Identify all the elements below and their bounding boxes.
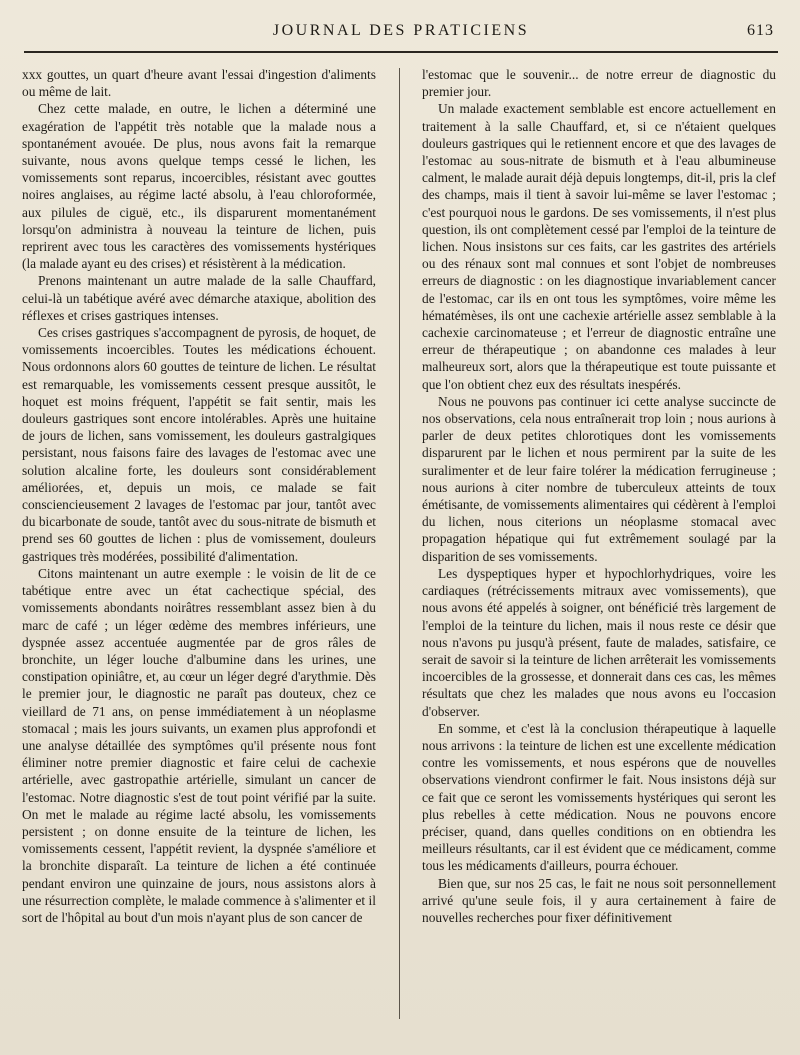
running-head: JOURNAL DES PRATICIENS <box>272 22 530 39</box>
text-columns <box>22 66 776 1019</box>
paragraph: Un malade exactement semblable est encore actuellement en traitement à la salle Chauffard, et, si ce n'étaient quelques douleurs gastriques qui le retiennent encore et que des lavages de l'estomac au sous-nitrate de bismuth et à l'eau albumineuse calment, le malade aurait déjà depuis longtemps, dit-il, pris la clef des champs, mais il tient à savoir lui-même se laver l'estomac ; c'est pourquoi nous le gardons. De ses vomissements, il n'est plus question, ils ont complètement cessé par l'emploi de la teinture de lichen. Nous insistons sur ces faits, car les gastrites des artériels ou des rénaux sont mal connues et sont l'objet de nombreuses erreurs de diagnostic : on les diagnostique invariablement cancer de l'estomac, car ils en ont tous les symptômes, voire même les hématémèses, ils ont une cachexie artérielle assez semblable à la cachexie carcinomateuse ; et l'erreur de diagnostic entraîne une erreur de thérapeutique ; on abandonne ces malades à leur malheureux sort, alors que la thérapeutique est toute puissante et que l'on obtient chez eux des résultats inespérés. <box>422 101 776 392</box>
paragraph: Les dyspeptiques hyper et hypochlorhydriques, voire les cardiaques (rétrécissements mitraux avec vomissements), que nous avons été appelés à soigner, ont bénéficié très largement de l'emploi de la teinture du lichen, mais il nous reste ce désir que nous n'avons pu jusqu'à présent, faute de malades, satisfaire, ce serait de savoir si la teinture de lichen arrêterait les vomissements incoercibles de la grossesse, et donnerait dans ces cas, les mêmes résultats que chez les malades que nous avons eu l'occasion d'observer. <box>422 565 776 719</box>
paragraph: En somme, et c'est là la conclusion thérapeutique à laquelle nous arrivons : la teinture de lichen est une excellente médication contre les vomissements, et nous espérons que de nouvelles observations viendront confirmer le fait. Nous insistons déjà sur ce fait que ce seront les vomissements hystériques qui seront les plus rebelles à cette médication. Nous ne pouvons encore préciser, quand, dans quelles conditions on en obtiendra les meilleurs résultants, car il est évident que ce médicament, comme tous les médicaments d'ailleurs, pourra échouer. <box>422 720 776 874</box>
paragraph: Ces crises gastriques s'accompagnent de pyrosis, de hoquet, de vomissements incoercibles. Toutes les médications échouent. Nous ordonnons alors 60 gouttes de teinture de lichen. Le résultat est remarquable, les vomissements cessent presque aussitôt, le hoquet est moins fréquent, l'appétit se fait sentir, mais les douleurs gastriques sont encore intolérables. Après une huitaine de jours de lichen, sans vomissement, les douleurs gastralgiques persistant, nous faisons faire des lavages de l'estomac avec une solution alcaline forte, les douleurs sont considérablement améliorées, et, depuis un mois, ce malade se fait consciencieusement 2 lavages de l'estomac par jour, tantôt avec du bicarbonate de soude, tantôt avec du sous-nitrate de bismuth et prend ses 60 gouttes de lichen : plus de vomissement, douleurs gastriques très modérées, possibilité d'alimentation. <box>22 325 376 564</box>
paragraph: Citons maintenant un autre exemple : le voisin de lit de ce tabétique entre avec un état cachectique spécial, des vomissements abondants noirâtres ressemblant assez bien à du marc de café ; un léger œdème des membres inférieurs, une dyspnée assez accentuée augmentée par de gros râles de bronchite, un léger louche d'albumine dans les urines, une constipation opiniâtre, et, au cœur un léger degré d'arythmie. Dès le premier jour, le diagnostic ne paraît pas douteux, chez ce vieillard de 71 ans, on pense immédiatement à un néoplasme stomacal ; mais les jours suivants, un examen plus approfondi et une analyse détaillée des symptômes qu'il présente nous font éliminer notre premier diagnostic et faire celui de cachexie artérielle, avec gastropathie artérielle, simulant un cancer de l'estomac. Notre diagnostic s'est de tout point vérifié par la suite. On met le malade au régime lacté absolu, les vomissements persistent ; on donne ensuite de la teinture de lichen, les vomissements cessent, l'appétit revient, la dyspnée s'améliore et la bronchite disparaît. La teinture de lichen a été continuée pendant environ une quinzaine de jours, nous assistons alors à une résurrection complète, le malade commence à s'alimenter et il sort de l'hôpital au bout d'un mois n'ayant plus de son cancer de <box>22 565 376 925</box>
column-divider <box>399 68 400 1019</box>
header-rule <box>24 51 778 53</box>
paragraph: Bien que, sur nos 25 cas, le fait ne nous soit personnellement arrivé qu'une seule fois, il y aura certainement à faire de nouvelles recherches pour fixer définitivement <box>422 875 776 925</box>
page-number: 613 <box>747 22 774 39</box>
right-column <box>422 66 776 1019</box>
left-column <box>22 66 376 1019</box>
paragraph: Nous ne pouvons pas continuer ici cette analyse succincte de nos observations, cela nous entraînerait trop loin ; nous aurions à parler de deux petites chlorotiques dont les vomissements disparurent par le lichen et nous permirent par la suite de les suralimenter et de leur faire tolérer la médication ferrugineuse ; nous aurions à citer nombre de tuberculeux atteints de toux émétisante, de vomissements alimentaires qui cédèrent à l'emploi du lichen, nous citerions un néoplasme stomacal avec propagation hépatique qui fut extrêmement soulagé par la disparition de ses vomissements. <box>422 393 776 564</box>
paragraph: l'estomac que le souvenir... de notre erreur de diagnostic du premier jour. <box>422 67 776 100</box>
page-header <box>24 22 778 48</box>
paragraph: xxx gouttes, un quart d'heure avant l'essai d'ingestion d'aliments ou même de lait. <box>22 67 376 100</box>
paragraph: Chez cette malade, en outre, le lichen a déterminé une exagération de l'appétit très notable que la malade nous a spontanément avouée. De plus, nous avons fait la remarque suivante, nous avons quelque temps cessé le lichen, les vomissements sont reparus, incoercibles, résistant avec gouttes noires anglaises, au régime lacté absolu, à l'eau chloroformée, aux pilules de ciguë, etc., ils disparurent momentanément lorsqu'on administra à nouveau la teinture de lichen, puis reprirent avec tous les caractères des vomissements hystériques (la malade ayant eu des crises) et résistèrent à la médication. <box>22 101 376 272</box>
paragraph: Prenons maintenant un autre malade de la salle Chauffard, celui-là un tabétique avéré avec démarche ataxique, abolition des réflexes et crises gastriques intenses. <box>22 273 376 323</box>
